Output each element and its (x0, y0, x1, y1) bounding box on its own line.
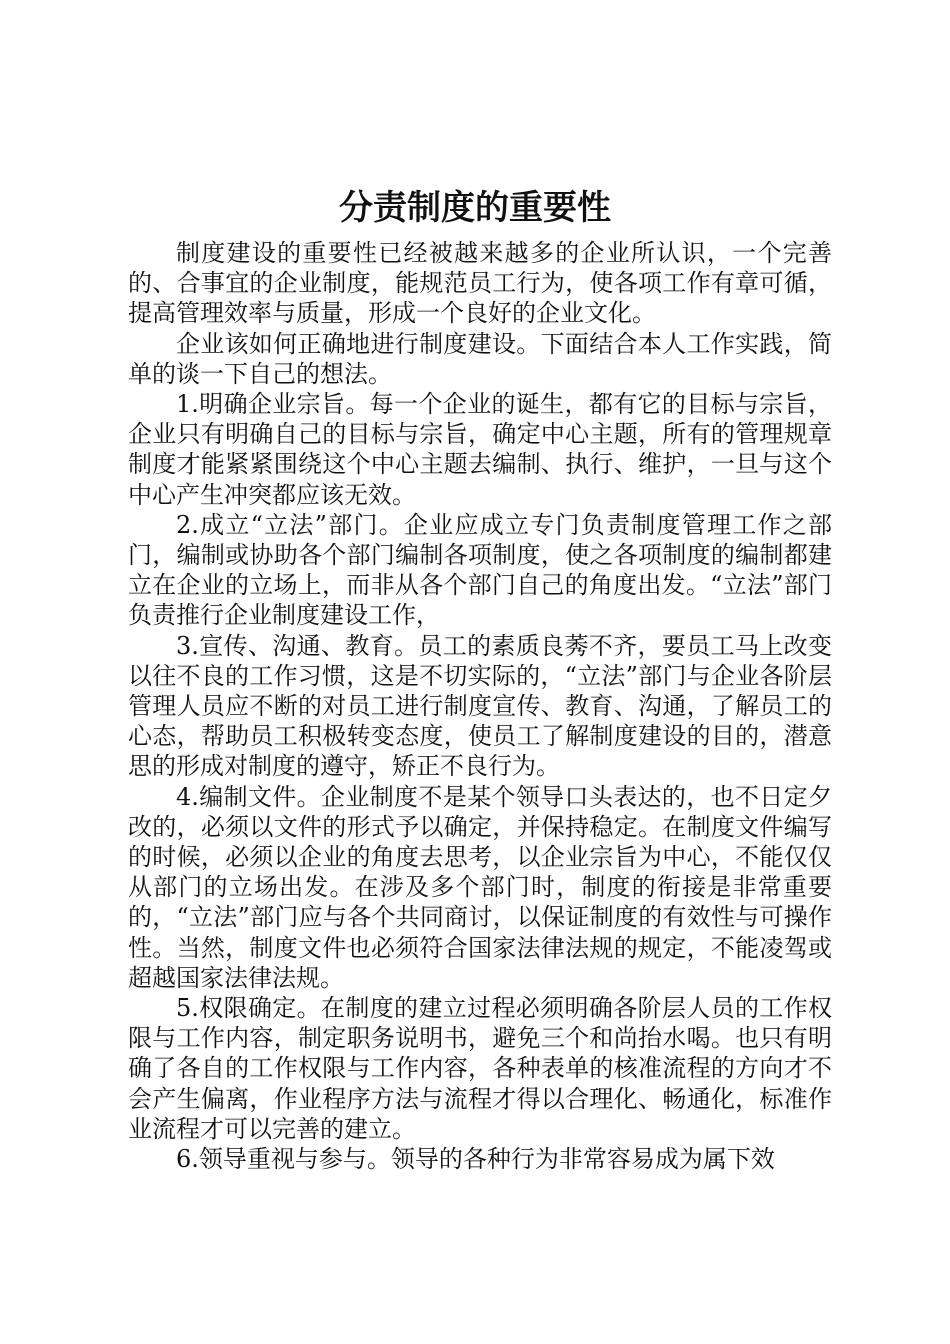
document-title: 分责制度的重要性 (339, 188, 611, 228)
paragraph-point-6: 6.领导重视与参与。领导的各种行为非常容易成为属下效 (176, 1145, 775, 1174)
paragraph-point-1: 1.明确企业宗旨。每一个企业的诞生，都有它的目标与宗旨，企业只有明确自己的目标与宗旨，确定中心主题，所有的管理规章制度才能紧紧围绕这个中心主题去编制、执行、维护，一旦与这个中心产生冲突都应该无效。 (128, 390, 832, 509)
paragraph-intro: 制度建设的重要性已经被越来越多的企业所认识，一个完善的、合事宜的企业制度，能规范员工行为，使各项工作有章可循，提高管理效率与质量，形成一个良好的企业文化。 (128, 239, 832, 328)
document-body (128, 238, 832, 1174)
paragraph-point-5: 5.权限确定。在制度的建立过程必须明确各阶层人员的工作权限与工作内容，制定职务说明书，避免三个和尚抬水喝。也只有明确了各自的工作权限与工作内容，各种表单的核准流程的方向才不会产生偏离，作业程序方法与流程才得以合理化、畅通化，标准作业流程才可以完善的建立。 (128, 994, 832, 1143)
paragraph-approach: 企业该如何正确地进行制度建设。下面结合本人工作实践，简单的谈一下自己的想法。 (128, 329, 832, 388)
paragraph-point-4: 4.编制文件。企业制度不是某个领导口头表达的，也不日定夕改的，必须以文件的形式予以确定，并保持稳定。在制度文件编写的时候，必须以企业的角度去思考，以企业宗旨为中心，不能仅仅从部门的立场出发。在涉及多个部门时，制度的衔接是非常重要的，“立法”部门应与各个共同商讨，以保证制度的有效性与可操作性。当然，制度文件也必须符合国家法律法规的规定，不能凌驾或超越国家法律法规。 (128, 782, 832, 992)
paragraph-point-2: 2.成立“立法”部门。企业应成立专门负责制度管理工作之部门，编制或协助各个部门编制各项制度，使之各项制度的编制都建立在企业的立场上，而非从各个部门自己的角度出发。“立法”部门负责推行企业制度建设工作， (128, 510, 832, 630)
paragraph-point-3: 3.宣传、沟通、教育。员工的素质良莠不齐，要员工马上改变以往不良的工作习惯，这是不切实际的，“立法”部门与企业各阶层管理人员应不断的对员工进行制度宣传、教育、沟通，了解员工的心态，帮助员工积极转变态度，使员工了解制度建设的目的，潜意思的形成对制度的遵守，矫正不良行为。 (128, 631, 832, 781)
